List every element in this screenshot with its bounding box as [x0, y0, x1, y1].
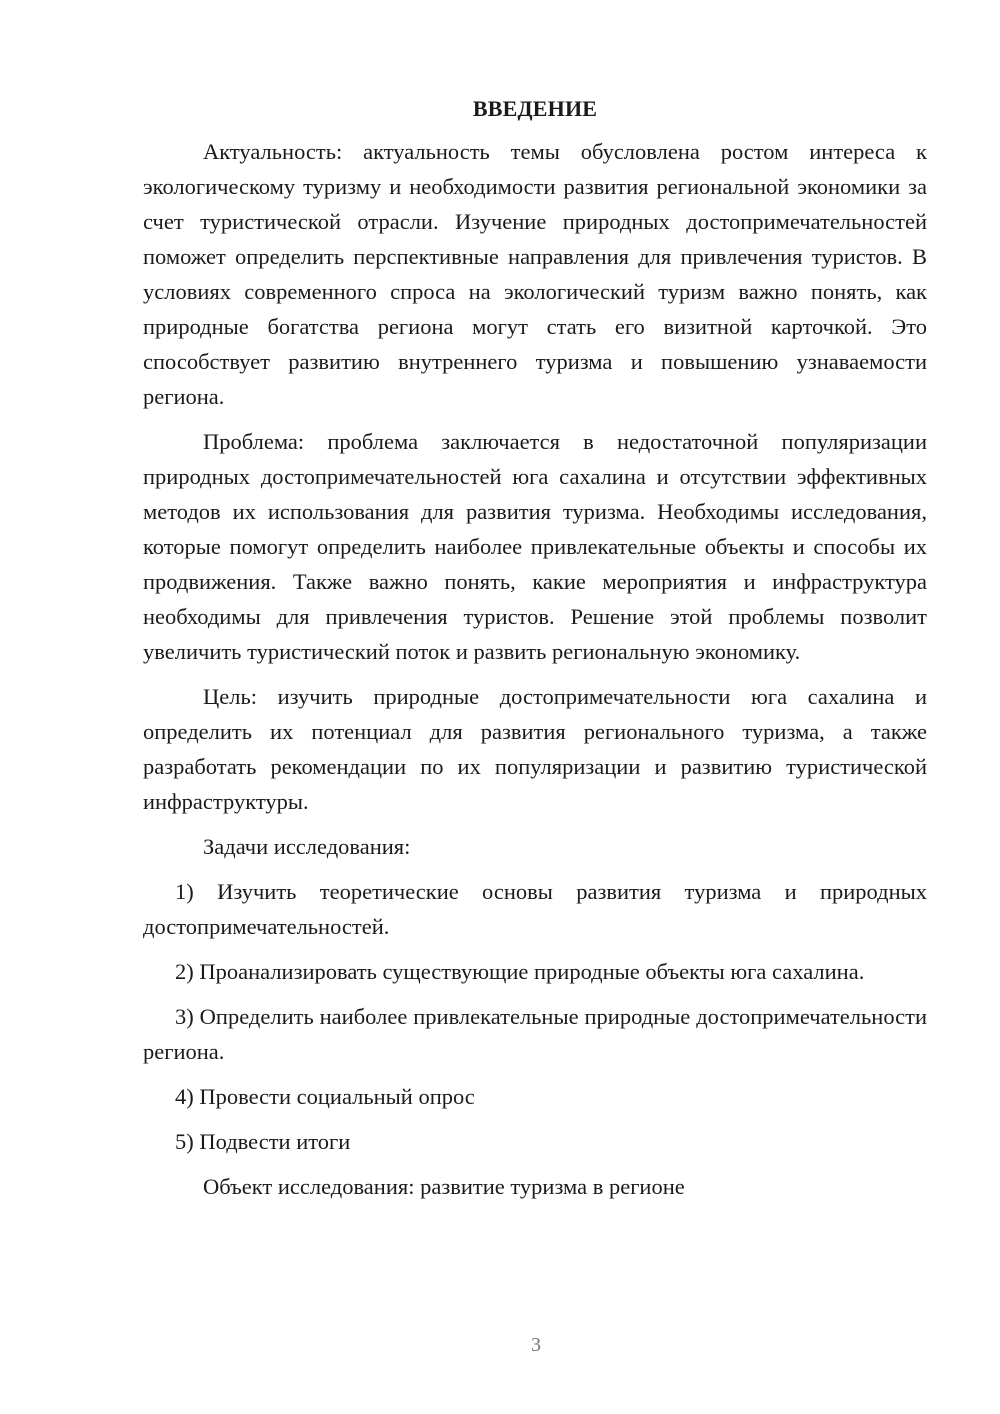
task-item: 4) Провести социальный опрос — [175, 1084, 475, 1109]
task-item: 2) Проанализировать существующие природные объекты юга сахалина. — [175, 959, 865, 984]
tasks-list — [143, 874, 927, 1159]
page-title: ВВЕДЕНИЕ — [472, 96, 598, 121]
goal-paragraph: Цель: изучить природные достопримечательности юга сахалина и определить их потенциал для развития регионального туризма, а также разработать рекомендации по их популяризации и развитию туристической инфраструктуры. — [143, 684, 927, 814]
problem-paragraph: Проблема: проблема заключается в недостаточной популяризации природных достопримечательностей юга сахалина и отсутствии эффективных методов их использования для развития туризма. Необходимы исследования, которые помогут определить наиболее привлекательные объекты и способы их продвижения. Также важно понять, какие мероприятия и инфраструктура необходимы для привлечения туристов. Решение этой проблемы позволит увеличить туристический поток и развить региональную экономику. — [143, 429, 927, 664]
tasks-heading: Задачи исследования: — [203, 834, 411, 859]
task-item: 5) Подвести итоги — [175, 1129, 351, 1154]
task-item: 3) Определить наиболее привлекательные природные достопримечательности региона. — [143, 1004, 927, 1064]
research-object-line: Объект исследования: развитие туризма в регионе — [203, 1174, 685, 1199]
task-item: 1) Изучить теоретические основы развития туризма и природных достопримечательностей. — [143, 879, 927, 939]
document-page — [143, 90, 927, 1214]
page-number: 3 — [531, 1334, 541, 1356]
relevance-paragraph: Актуальность: актуальность темы обусловлена ростом интереса к экологическому туризму и необходимости развития региональной экономики за счет туристической отрасли. Изучение природных достопримечательностей поможет определить перспективные направления для привлечения туристов. В условиях современного спроса на экологический туризм важно понять, как природные богатства региона могут стать его визитной карточкой. Это способствует развитию внутреннего туризма и повышению узнаваемости региона. — [143, 139, 927, 409]
